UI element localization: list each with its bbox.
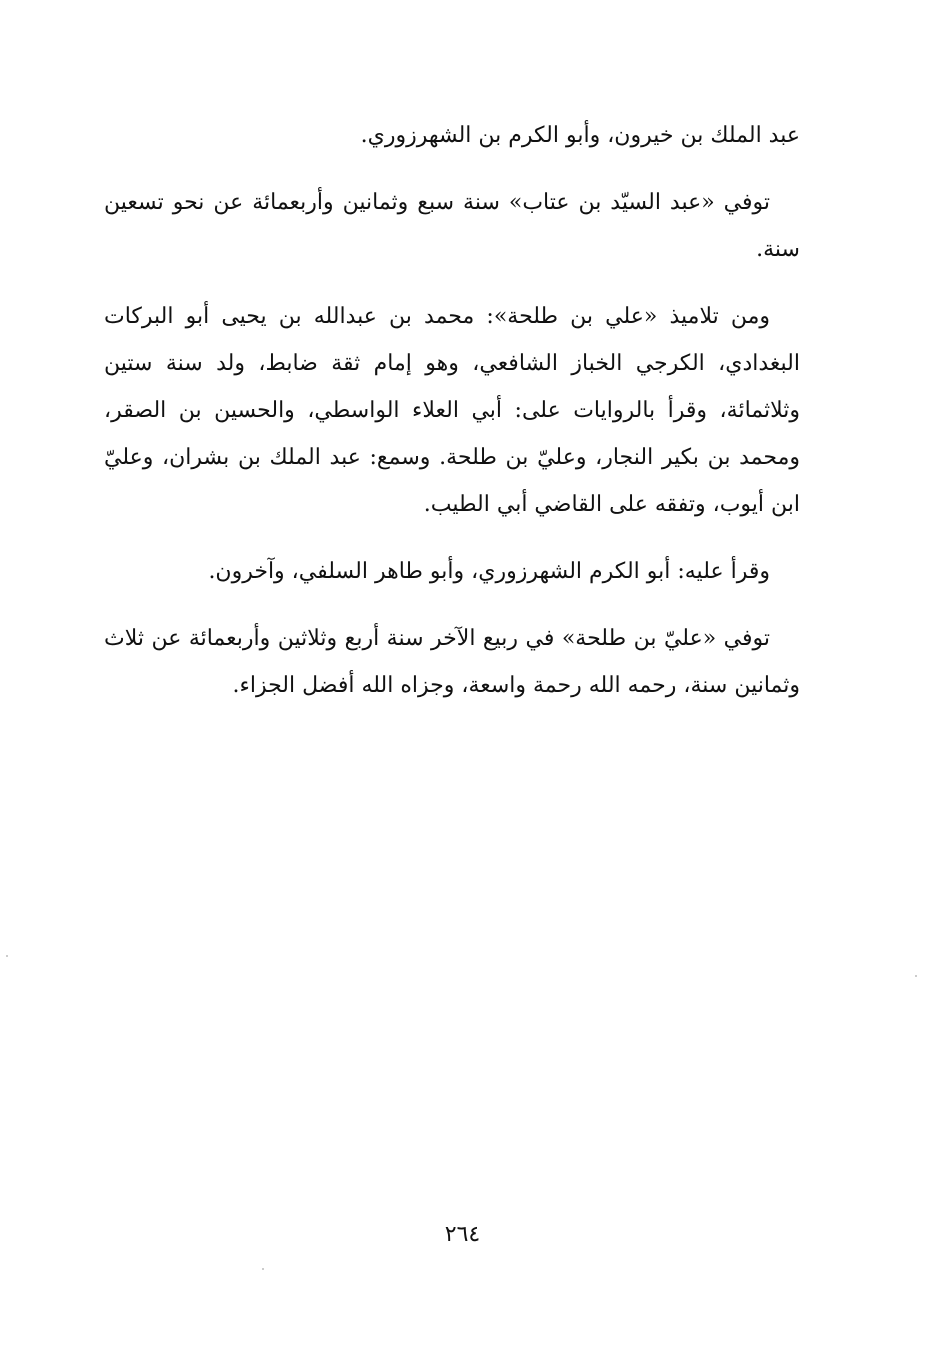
page-number: ٢٦٤ xyxy=(444,1222,481,1247)
scan-speck xyxy=(262,1268,264,1270)
paragraph-4: وقرأ عليه: أبو الكرم الشهرزوري، وأبو طاهر السلفي، وآخرون. xyxy=(208,559,770,584)
paragraph-1: عبد الملك بن خيرون، وأبو الكرم بن الشهرزوري. xyxy=(360,123,800,148)
paragraph-3: ومن تلاميذ «علي بن طلحة»: محمد بن عبدالله بن يحيى أبو البركات البغدادي، الكرجي الخباز الشافعي، وهو إمام ثقة ضابط، ولد سنة ستين وثلاثمائة، وقرأ بالروايات على: أبي العلاء الواسطي، والحسين بن الصقر، ومحمد بن بكير النجار، وعليّ بن طلحة. وسمع: عبد الملك بن بشران، وعليّ ابن أيوب، وتفقه على القاضي أبي الطيب. xyxy=(104,304,800,517)
scan-speck xyxy=(915,975,917,977)
page-body xyxy=(104,112,800,729)
paragraph-2: توفي «عبد السيّد بن عتاب» سنة سبع وثمانين وأربعمائة عن نحو تسعين سنة. xyxy=(104,190,800,262)
paragraph-5: توفي «عليّ بن طلحة» في ربيع الآخر سنة أربع وثلاثين وأربعمائة عن ثلاث وثمانين سنة، رحمه الله رحمة واسعة، وجزاه الله أفضل الجزاء. xyxy=(104,626,800,698)
scan-speck xyxy=(6,955,8,957)
